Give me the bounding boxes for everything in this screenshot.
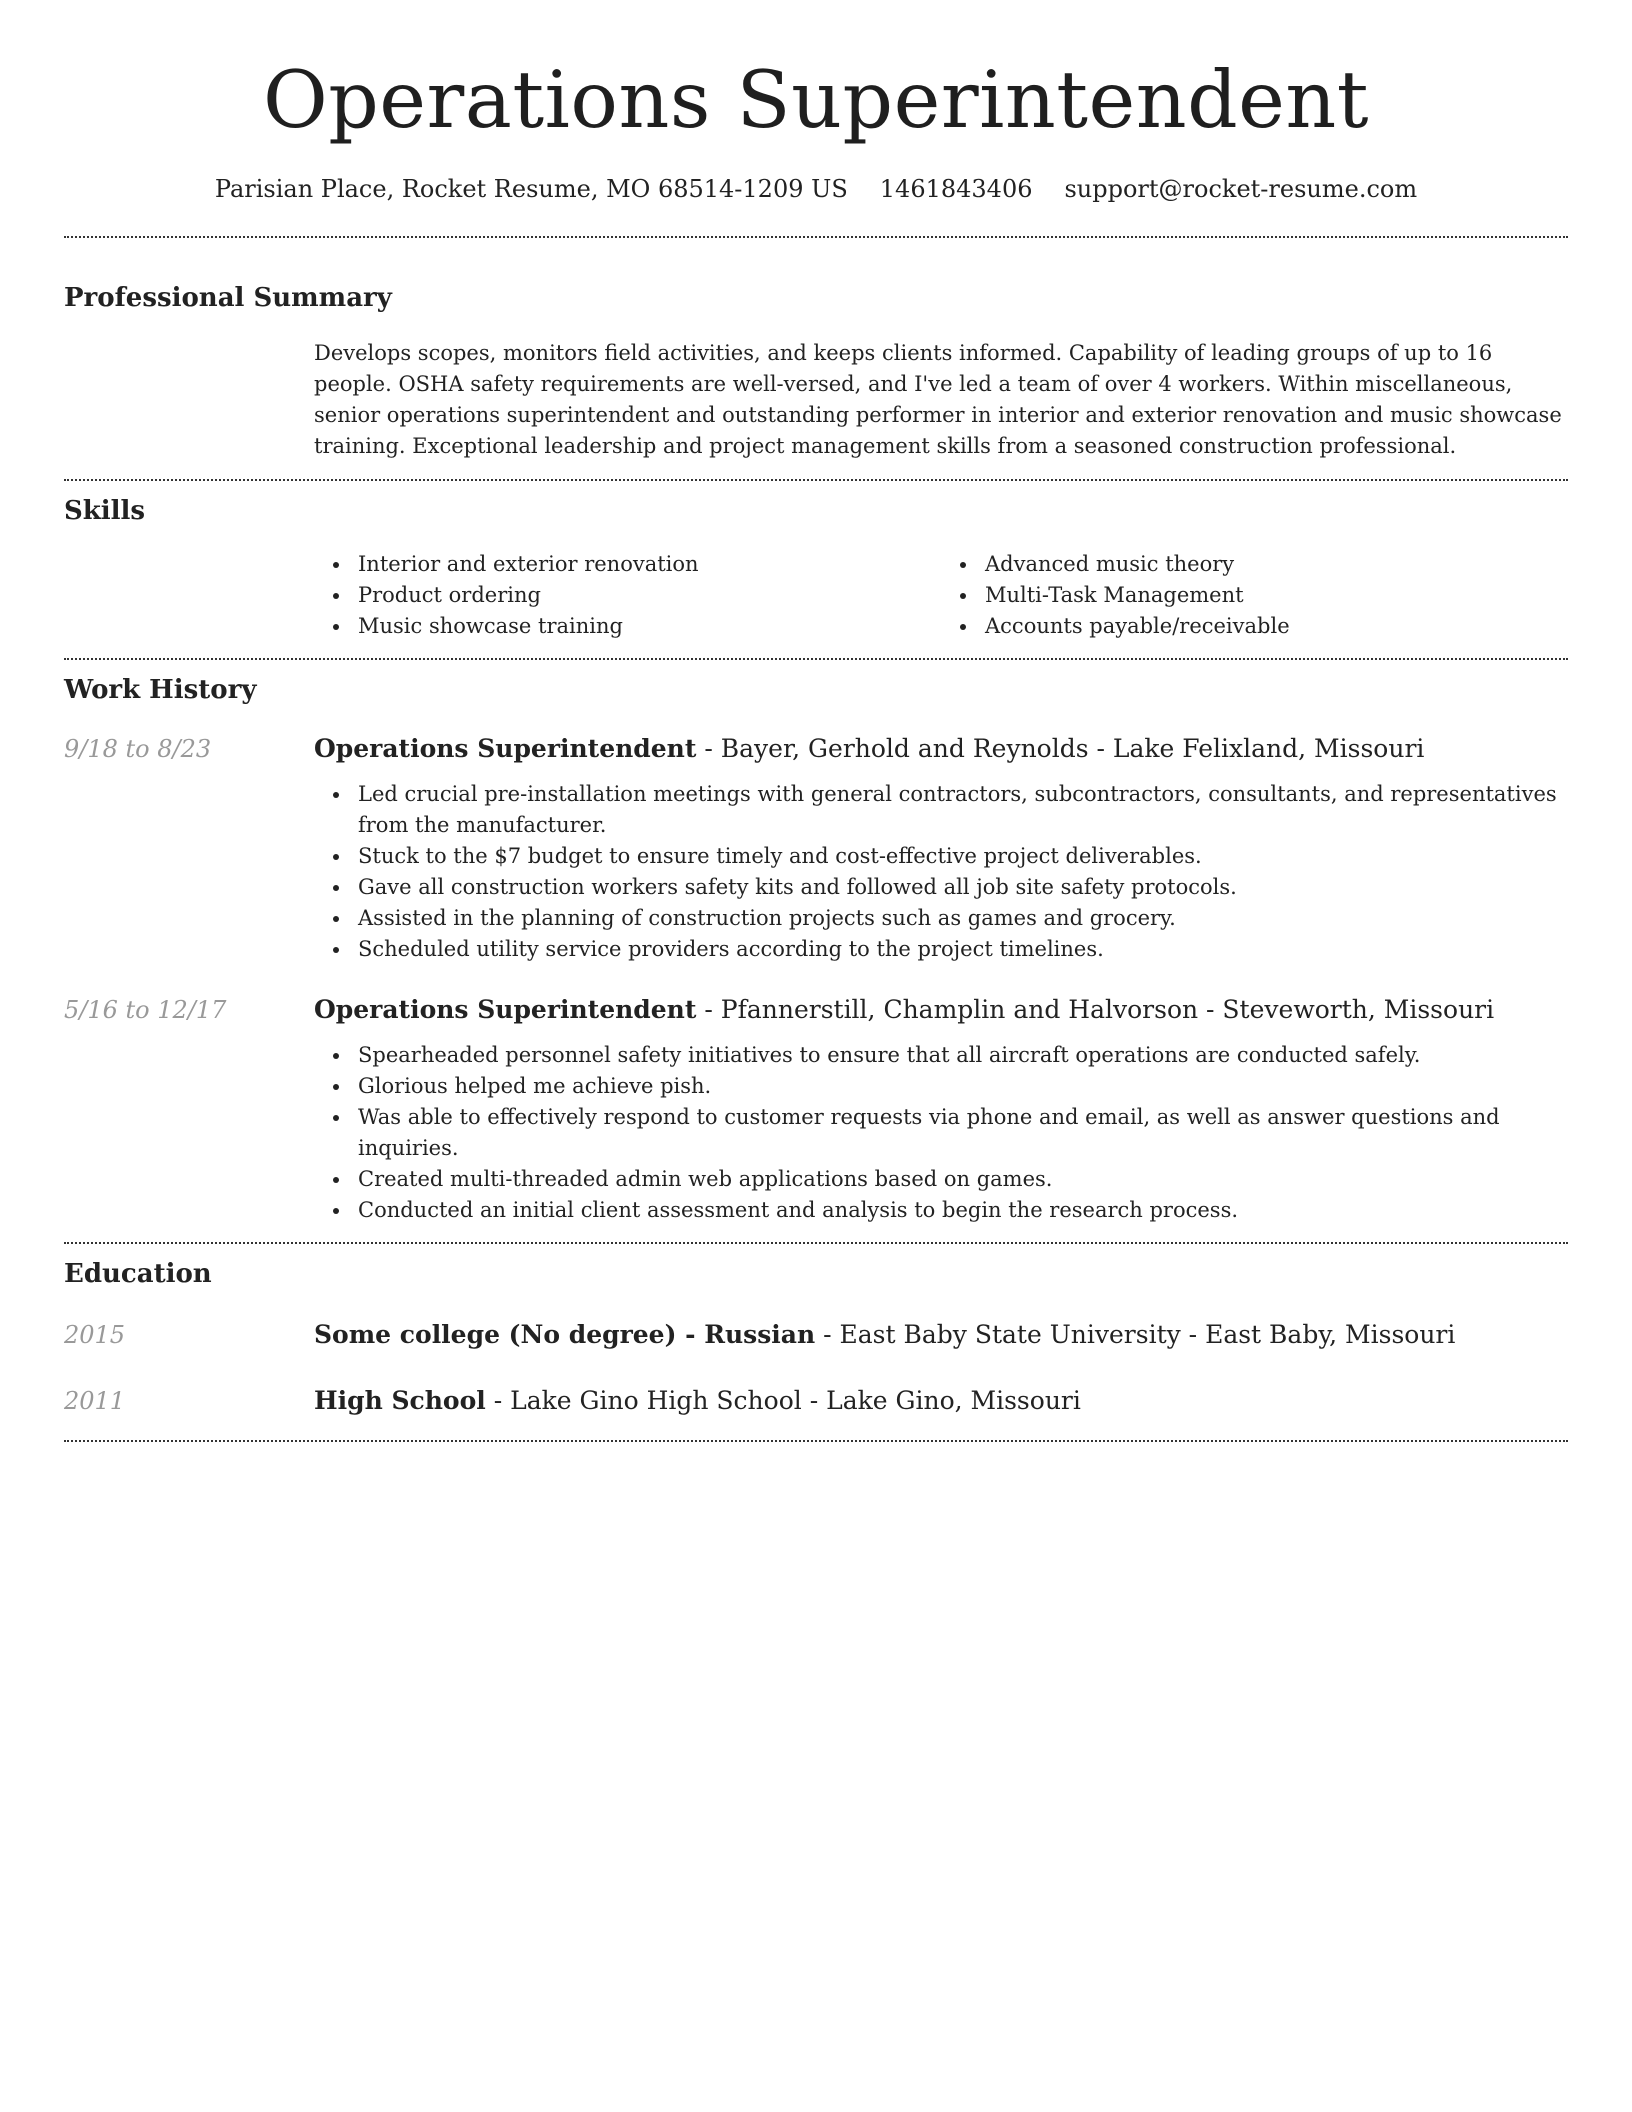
divider <box>64 1440 1568 1442</box>
divider <box>64 236 1568 238</box>
job-entry <box>64 993 1568 1226</box>
job-bullet: Glorious helped me achieve pish. <box>314 1071 1568 1102</box>
section-title-summary: Professional Summary <box>64 283 392 313</box>
job-title: Operations Superintendent <box>314 995 697 1024</box>
summary-text: Develops scopes, monitors field activities, and keeps clients informed. Capability of leading groups of up to 16 people. OSHA safety requirements are well-versed, and I've led a team of over 4 workers. Within miscellaneous, senior operations superintendent and outstanding performer in interior and exterior renovation and music showcase training. Exceptional leadership and project management skills from a seasoned construction professional. <box>314 341 1562 458</box>
job-title-line <box>314 732 1424 766</box>
education-line <box>314 1318 1455 1352</box>
job-bullet: Gave all construction workers safety kits and followed all job site safety protocols. <box>314 872 1568 903</box>
job-bullet: Led crucial pre-installation meetings with general contractors, subcontractors, consultants, and representatives from the manufacturer. <box>314 779 1568 841</box>
job-entry <box>64 732 1568 965</box>
divider <box>64 1242 1568 1244</box>
skills-grid <box>314 549 1568 658</box>
skill-item: Music showcase training <box>314 611 941 642</box>
skill-item: Multi-Task Management <box>941 580 1568 611</box>
section-title-skills: Skills <box>64 496 146 526</box>
skill-item: Advanced music theory <box>941 549 1568 580</box>
job-bullet: Stuck to the $7 budget to ensure timely and cost-effective project deliverables. <box>314 841 1568 872</box>
job-bullet: Was able to effectively respond to customer requests via phone and email, as well as answer questions and inquiries. <box>314 1102 1568 1164</box>
job-bullets <box>314 1040 1568 1226</box>
job-bullet: Assisted in the planning of construction projects such as games and grocery. <box>314 903 1568 934</box>
education-year: 2015 <box>64 1321 126 1349</box>
contact-email[interactable]: support@rocket-resume.com <box>1064 175 1418 203</box>
job-bullet: Created multi-threaded admin web applications based on games. <box>314 1164 1568 1195</box>
job-header <box>64 993 1568 1027</box>
job-header <box>64 732 1568 766</box>
section-spacer <box>64 1226 1568 1242</box>
professional-summary-section <box>64 280 1568 479</box>
education-year: 2011 <box>64 1387 126 1415</box>
job-dates: 5/16 to 12/17 <box>64 996 227 1024</box>
skill-item: Interior and exterior renovation <box>314 549 941 580</box>
job-bullet: Spearheaded personnel safety initiatives to ensure that all aircraft operations are conducted safely. <box>314 1040 1568 1071</box>
education-line <box>314 1384 1081 1418</box>
job-details: - Pfannerstill, Champlin and Halvorson - Steveworth, Missouri <box>696 995 1495 1024</box>
skills-column-right <box>941 549 1568 642</box>
job-bullet: Conducted an initial client assessment and analysis to begin the research process. <box>314 1195 1568 1226</box>
skill-item: Product ordering <box>314 580 941 611</box>
education-entry <box>64 1384 1568 1418</box>
skills-section <box>64 493 1568 658</box>
job-title: Operations Superintendent <box>314 734 697 763</box>
education-degree: High School <box>314 1386 486 1415</box>
divider <box>64 658 1568 660</box>
candidate-name: Operations Superintendent <box>262 54 1370 146</box>
section-title-education: Education <box>64 1259 212 1289</box>
job-title-line <box>314 993 1494 1027</box>
skills-column-left <box>314 549 941 642</box>
education-degree: Some college (No degree) - Russian <box>314 1320 816 1349</box>
work-history-section <box>64 672 1568 1242</box>
contact-address: Parisian Place, Rocket Resume, MO 68514-1209 US <box>214 175 848 203</box>
education-entry <box>64 1318 1568 1352</box>
education-details: - Lake Gino High School - Lake Gino, Missouri <box>485 1386 1081 1415</box>
job-dates: 9/18 to 8/23 <box>64 735 212 763</box>
education-section <box>64 1256 1568 1440</box>
section-title-work-history: Work History <box>64 675 257 705</box>
contact-phone: 1461843406 <box>879 175 1033 203</box>
skill-item: Accounts payable/receivable <box>941 611 1568 642</box>
job-bullets <box>314 779 1568 965</box>
education-details: - East Baby State University - East Baby, Missouri <box>815 1320 1456 1349</box>
contact-line <box>64 172 1568 206</box>
section-spacer <box>64 1418 1568 1440</box>
job-details: - Bayer, Gerhold and Reynolds - Lake Felixland, Missouri <box>696 734 1425 763</box>
divider <box>64 479 1568 481</box>
job-bullet: Scheduled utility service providers according to the project timelines. <box>314 934 1568 965</box>
